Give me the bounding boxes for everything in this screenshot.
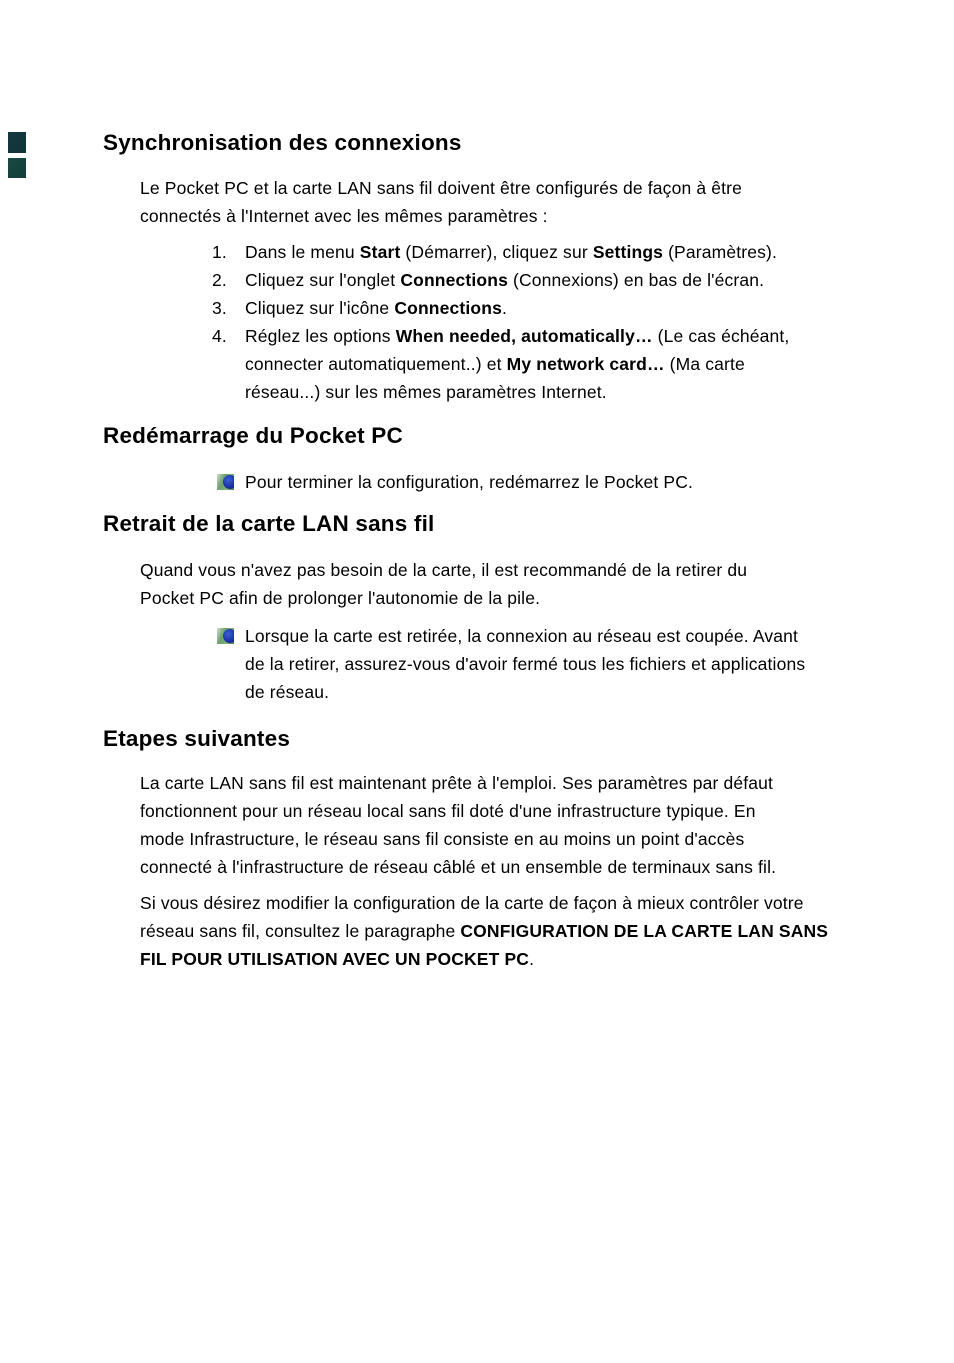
note-item — [217, 468, 954, 496]
text-segment: La carte LAN sans fil est maintenant prête à l'emploi. Ses paramètres par défaut — [140, 773, 774, 793]
text-line — [245, 294, 954, 322]
text-segment: . — [529, 949, 535, 969]
text-segment: réseau sans fil, consultez le paragraphe — [140, 921, 461, 941]
text-segment: (Démarrer), cliquez sur — [400, 242, 593, 262]
list-item-number: 2. — [212, 270, 227, 290]
text-line — [140, 769, 954, 797]
list-item — [212, 238, 954, 266]
list-item — [212, 294, 954, 322]
text-segment: FIL POUR UTILISATION AVEC UN POCKET PC — [140, 949, 530, 969]
text-line — [140, 945, 954, 973]
text-segment: de réseau. — [245, 682, 330, 702]
text-segment: When needed, automatically… — [395, 326, 653, 346]
nav-square-icon — [8, 132, 26, 153]
list-item — [212, 266, 954, 294]
section-heading: Retrait de la carte LAN sans fil — [103, 511, 435, 536]
text-line — [140, 556, 954, 584]
text-segment: (Connexions) en bas de l'écran. — [507, 270, 765, 290]
text-line — [245, 622, 954, 650]
text-segment: Cliquez sur l'icône — [245, 298, 395, 318]
text-line — [245, 650, 954, 678]
text-segment: (Paramètres). — [663, 242, 777, 262]
square-ball-bullet-icon — [217, 474, 234, 490]
text-line — [245, 678, 954, 706]
section-heading: Synchronisation des connexions — [103, 130, 462, 155]
text-segment: de la retirer, assurez-vous d'avoir fermé tous les fichiers et applications — [245, 654, 806, 674]
text-segment: réseau...) sur les mêmes paramètres Internet. — [245, 382, 607, 402]
text-line — [245, 350, 954, 378]
text-segment: My network card… — [506, 354, 665, 374]
text-segment: Start — [359, 242, 401, 262]
list-item — [212, 322, 954, 406]
text-line — [140, 202, 954, 230]
text-segment: (Le cas échéant, — [652, 326, 790, 346]
square-ball-bullet-icon — [217, 628, 234, 644]
text-line — [140, 797, 954, 825]
list-item-number: 4. — [212, 326, 227, 346]
body-paragraph — [140, 174, 954, 230]
section-heading: Etapes suivantes — [103, 726, 291, 751]
text-segment: . — [501, 298, 507, 318]
text-segment: Réglez les options — [245, 326, 396, 346]
text-segment: Quand vous n'avez pas besoin de la carte, il est recommandé de la retirer du — [140, 560, 748, 580]
note-item — [217, 622, 954, 706]
note-text — [245, 468, 954, 496]
text-segment: connectés à l'Internet avec les mêmes paramètres : — [140, 206, 548, 226]
text-segment: CONFIGURATION DE LA CARTE LAN SANS — [460, 921, 829, 941]
body-paragraph — [140, 889, 954, 973]
text-line — [140, 825, 954, 853]
text-segment: Dans le menu — [245, 242, 360, 262]
text-line — [140, 584, 954, 612]
text-segment: Si vous désirez modifier la configuration de la carte de façon à mieux contrôler votre — [140, 893, 804, 913]
body-paragraph — [140, 769, 954, 881]
text-segment: Le Pocket PC et la carte LAN sans fil doivent être configurés de façon à être — [140, 178, 743, 198]
blue-ball-icon — [223, 629, 234, 643]
text-line — [140, 917, 954, 945]
list-item-number: 3. — [212, 298, 227, 318]
text-line — [245, 238, 954, 266]
note-text — [245, 622, 954, 706]
text-segment: Cliquez sur l'onglet — [245, 270, 401, 290]
list-item-text — [245, 266, 954, 294]
list-item-text — [245, 294, 954, 322]
manual-page-content — [0, 128, 954, 973]
text-line — [245, 378, 954, 406]
blue-ball-icon — [223, 475, 234, 489]
body-paragraph — [140, 556, 954, 612]
text-segment: Lorsque la carte est retirée, la connexion au réseau est coupée. Avant — [245, 626, 799, 646]
text-segment: Pocket PC afin de prolonger l'autonomie de la pile. — [140, 588, 541, 608]
list-item-number: 1. — [212, 242, 227, 262]
text-segment: fonctionnent pour un réseau local sans fil doté d'une infrastructure typique. En — [140, 801, 756, 821]
text-line — [245, 322, 954, 350]
text-segment: Pour terminer la configuration, redémarrez le Pocket PC. — [245, 472, 694, 492]
instruction-list — [212, 238, 954, 406]
text-line — [140, 853, 954, 881]
text-segment: connecter automatiquement..) et — [245, 354, 507, 374]
text-segment: connecté à l'infrastructure de réseau câblé et un ensemble de terminaux sans fil. — [140, 857, 777, 877]
text-line — [140, 889, 954, 917]
text-line — [245, 468, 954, 496]
section-heading: Redémarrage du Pocket PC — [103, 423, 403, 448]
text-segment: (Ma carte — [664, 354, 745, 374]
list-item-text — [245, 238, 954, 266]
text-segment: mode Infrastructure, le réseau sans fil consiste en au moins un point d'accès — [140, 829, 745, 849]
text-segment: Connections — [400, 270, 508, 290]
text-segment: Settings — [592, 242, 664, 262]
text-line — [245, 266, 954, 294]
nav-square-icon — [8, 158, 26, 178]
text-segment: Connections — [394, 298, 502, 318]
list-item-text — [245, 322, 954, 406]
text-line — [140, 174, 954, 202]
